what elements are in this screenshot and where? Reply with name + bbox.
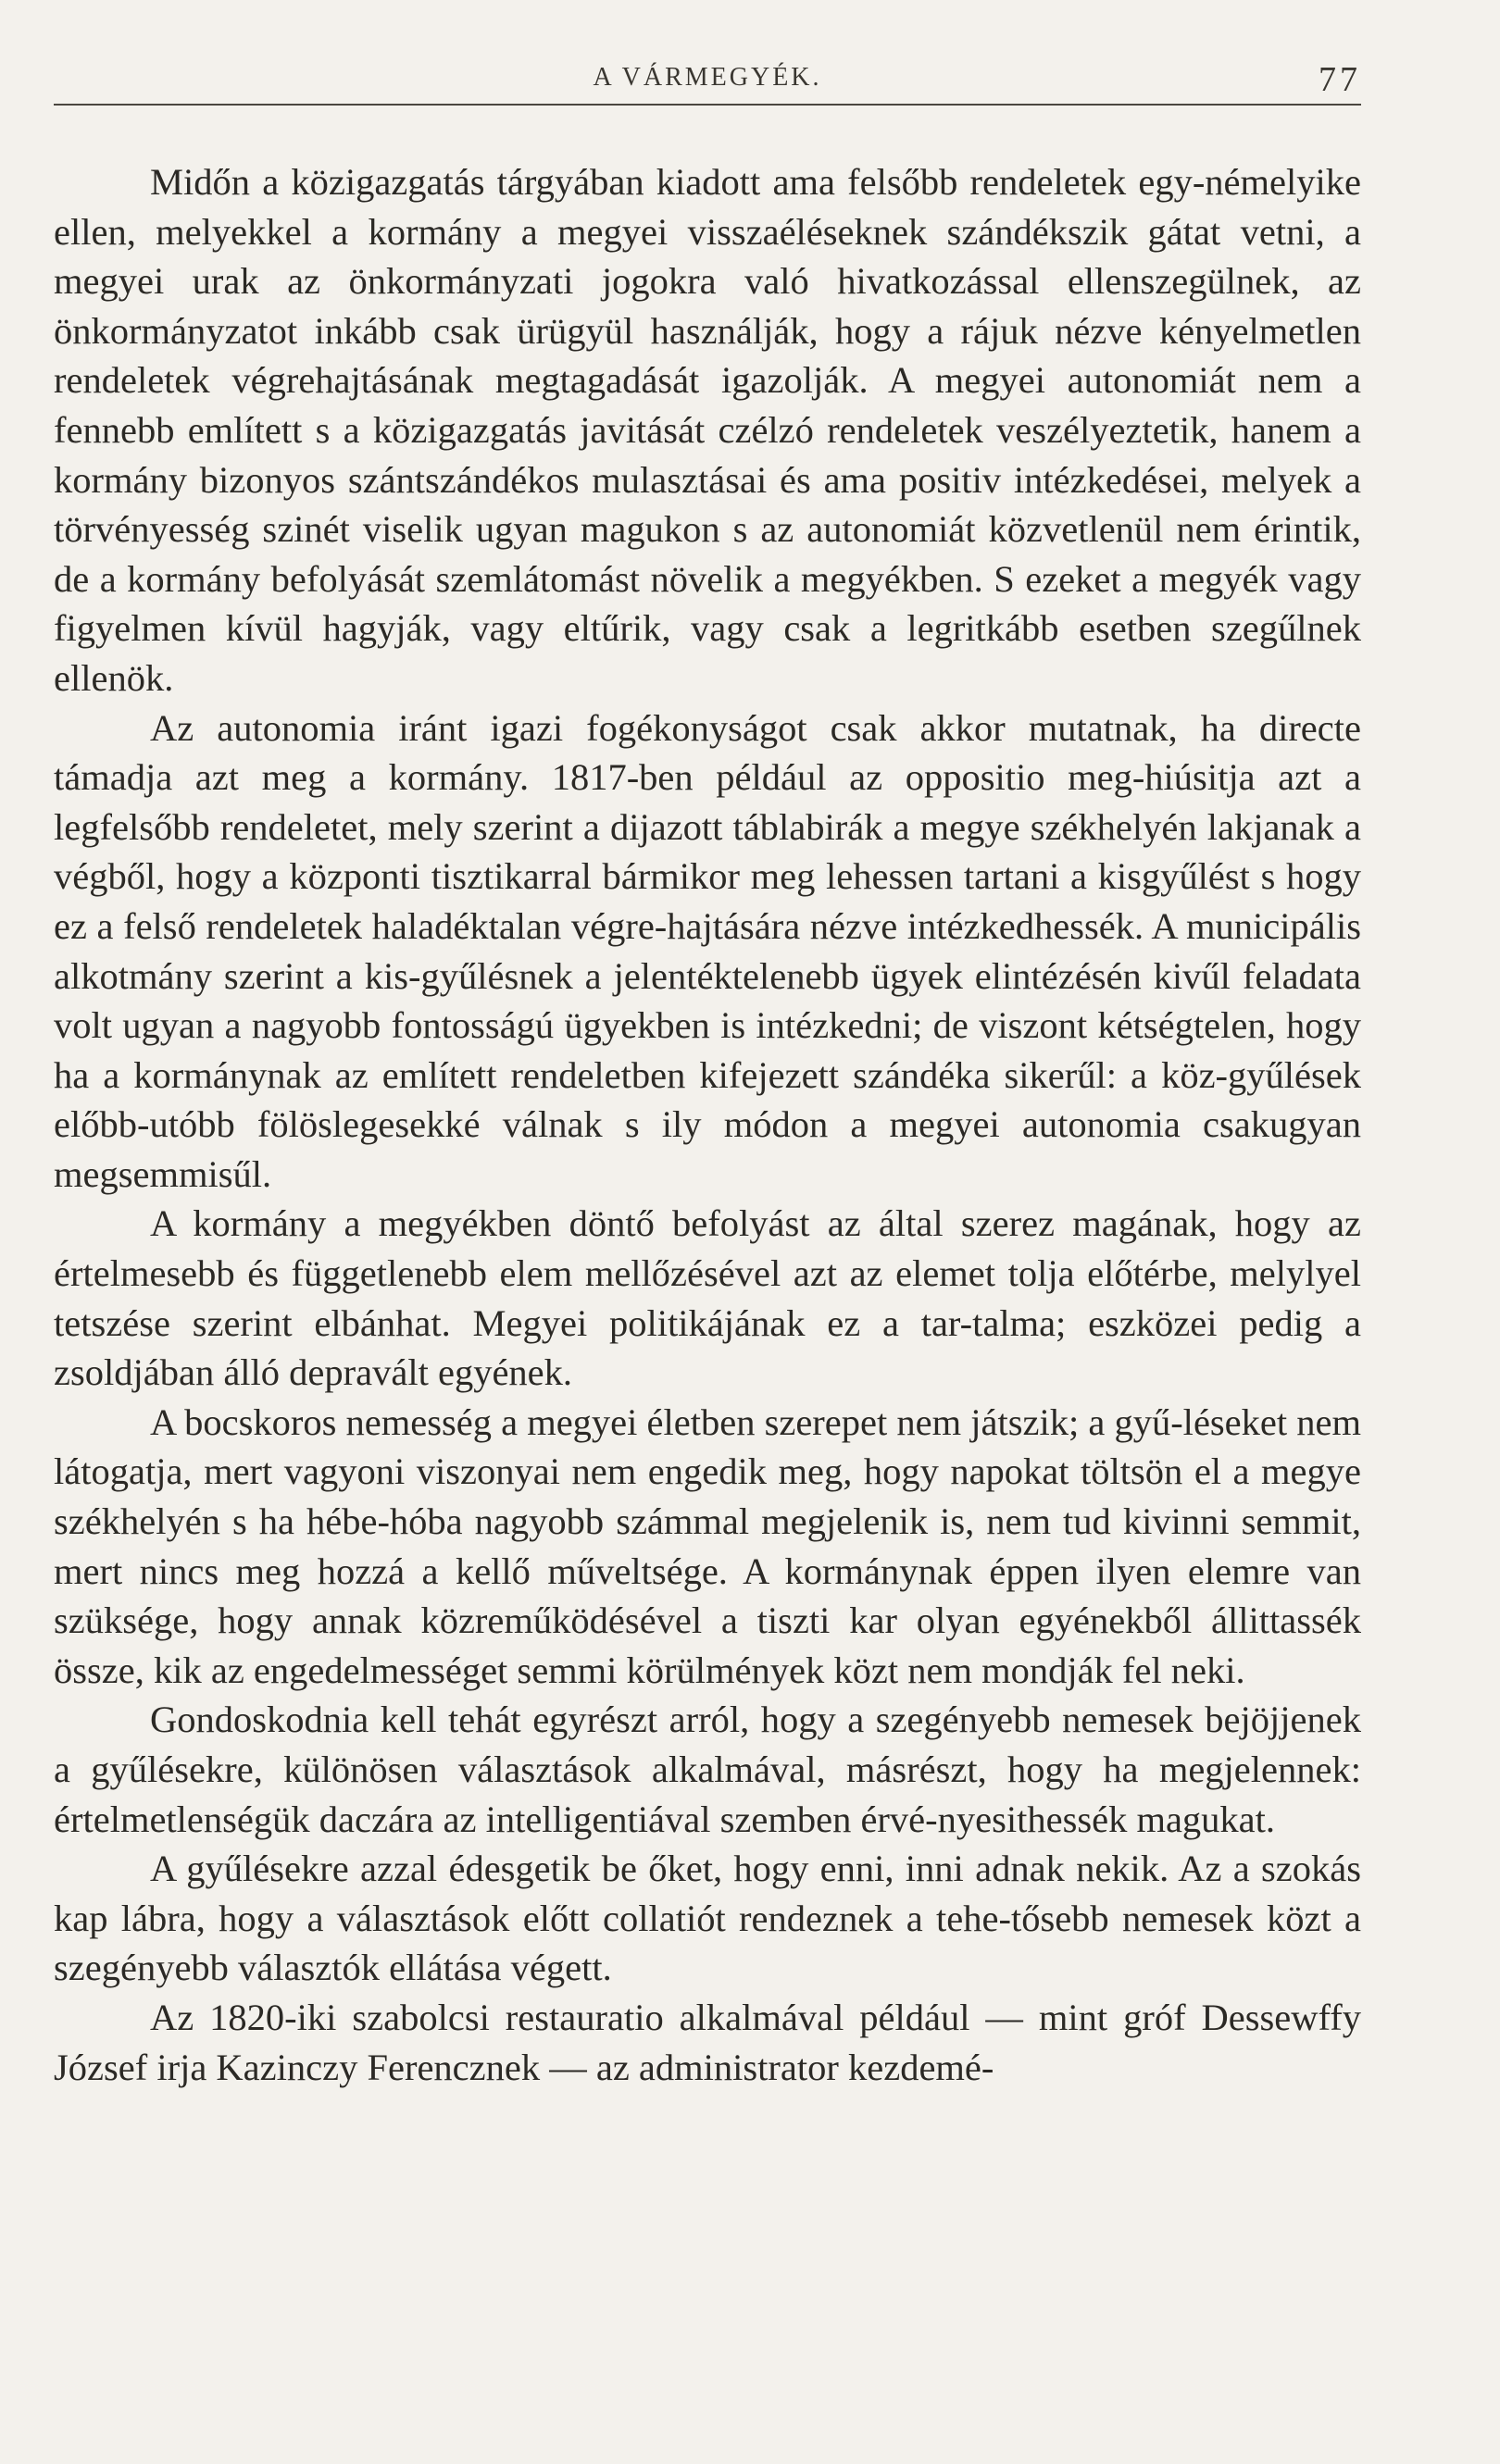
paragraph: A kormány a megyékben döntő befolyást az által szerez magának, hogy az értelmesebb és függetlenebb elem mellőzésével azt az elemet tolja előtérbe, melylyel tetszése szerint elbánhat. Megyei politikájának ez a tar-talma; eszközei pedig a zsoldjában álló depravált egyének. — [54, 1202, 1361, 1394]
paragraph: A bocskoros nemesség a megyei életben szerepet nem játszik; a gyű-léseket nem látogatja, mert vagyoni viszonyai nem engedik meg, hogy napokat töltsön el a megye székhelyén s ha hébe-hóba nagyobb számmal megjelenik is, nem tud kivinni semmit, mert nincs meg hozzá a kellő műveltsége. A kormánynak éppen ilyen elemre van szüksége, hogy annak közreműködésével a tiszti kar olyan egyénekből állittassék össze, kik az engedelmességet semmi körülmények közt nem mondják fel neki. — [54, 1400, 1361, 1691]
body-text — [54, 157, 1361, 2092]
paragraph: Az 1820-iki szabolcsi restauratio alkalmával például — mint gróf Dessewffy József irja Kazinczy Ferencznek — az administrator kezdemé- — [54, 1996, 1361, 2088]
paragraph: Gondoskodnia kell tehát egyrészt arról, hogy a szegényebb nemesek bejöjjenek a gyűlésekre, különösen választások alkalmával, másrészt, hogy ha megjelennek: értelmetlenségük daczára az intelligentiával szemben érvé-nyesithessék magukat. — [54, 1699, 1361, 1840]
paragraph: Midőn a közigazgatás tárgyában kiadott ama felsőbb rendeletek egy-némelyike ellen, melyekkel a kormány a megyei visszaéléseknek szándékszik gátat vetni, a megyei urak az önkormányzati jogokra való hivatkozással ellenszegülnek, az önkormányzatot inkább csak ürügyül használják, hogy a rájuk nézve kényelmetlen rendeletek végrehajtásának megtagadását igazolják. A megyei autonomiát nem a fennebb említett s a közigazgatás javitását czélzó rendeletek veszélyeztetik, hanem a kormány bizonyos szántszándékos mulasztásai és ama positiv intézkedései, melyek a törvényesség szinét viselik ugyan magukon s az autonomiát közvetlenül nem érintik, de a kormány befolyását szemlátomást növelik a megyékben. S ezeket a megyék vagy figyelmen kívül hagyják, vagy eltűrik, vagy csak a legritkább esetben szegűlnek ellenök. — [54, 161, 1361, 699]
paragraph: A gyűlésekre azzal édesgetik be őket, hogy enni, inni adnak nekik. Az a szokás kap lábra, hogy a választások előtt collatiót rendeznek a tehe-tősebb nemesek közt a szegényebb választók ellátása végett. — [54, 1848, 1361, 1989]
running-title: A VÁRMEGYÉK. — [593, 63, 822, 92]
page-number: 77 — [1319, 60, 1361, 99]
paragraph: Az autonomia iránt igazi fogékonyságot csak akkor mutatnak, ha directe támadja azt meg a kormány. 1817-ben például az oppositio meg-hiúsitja azt a legfelsőbb rendeletet, mely szerint a dijazott táblabirák a megye székhelyén lakjanak a végből, hogy a központi tisztikarral bármikor meg lehessen tartani a kisgyűlést s hogy ez a felső rendeletek haladéktalan végre-hajtására nézve intézkedhessék. A municipális alkotmány szerint a kis-gyűlésnek a jelentéktelenebb ügyek elintézésén kivűl feladata volt ugyan a nagyobb fontosságú ügyekben is intézkedni; de viszont kétségtelen, hogy ha a kormánynak az említett rendeletben kifejezett szándéka sikerűl: a köz-gyűlések előbb-utóbb fölöslegesekké válnak s ily módon a megyei autonomia csakugyan megsemmisűl. — [54, 706, 1361, 1195]
running-head — [54, 57, 1361, 106]
